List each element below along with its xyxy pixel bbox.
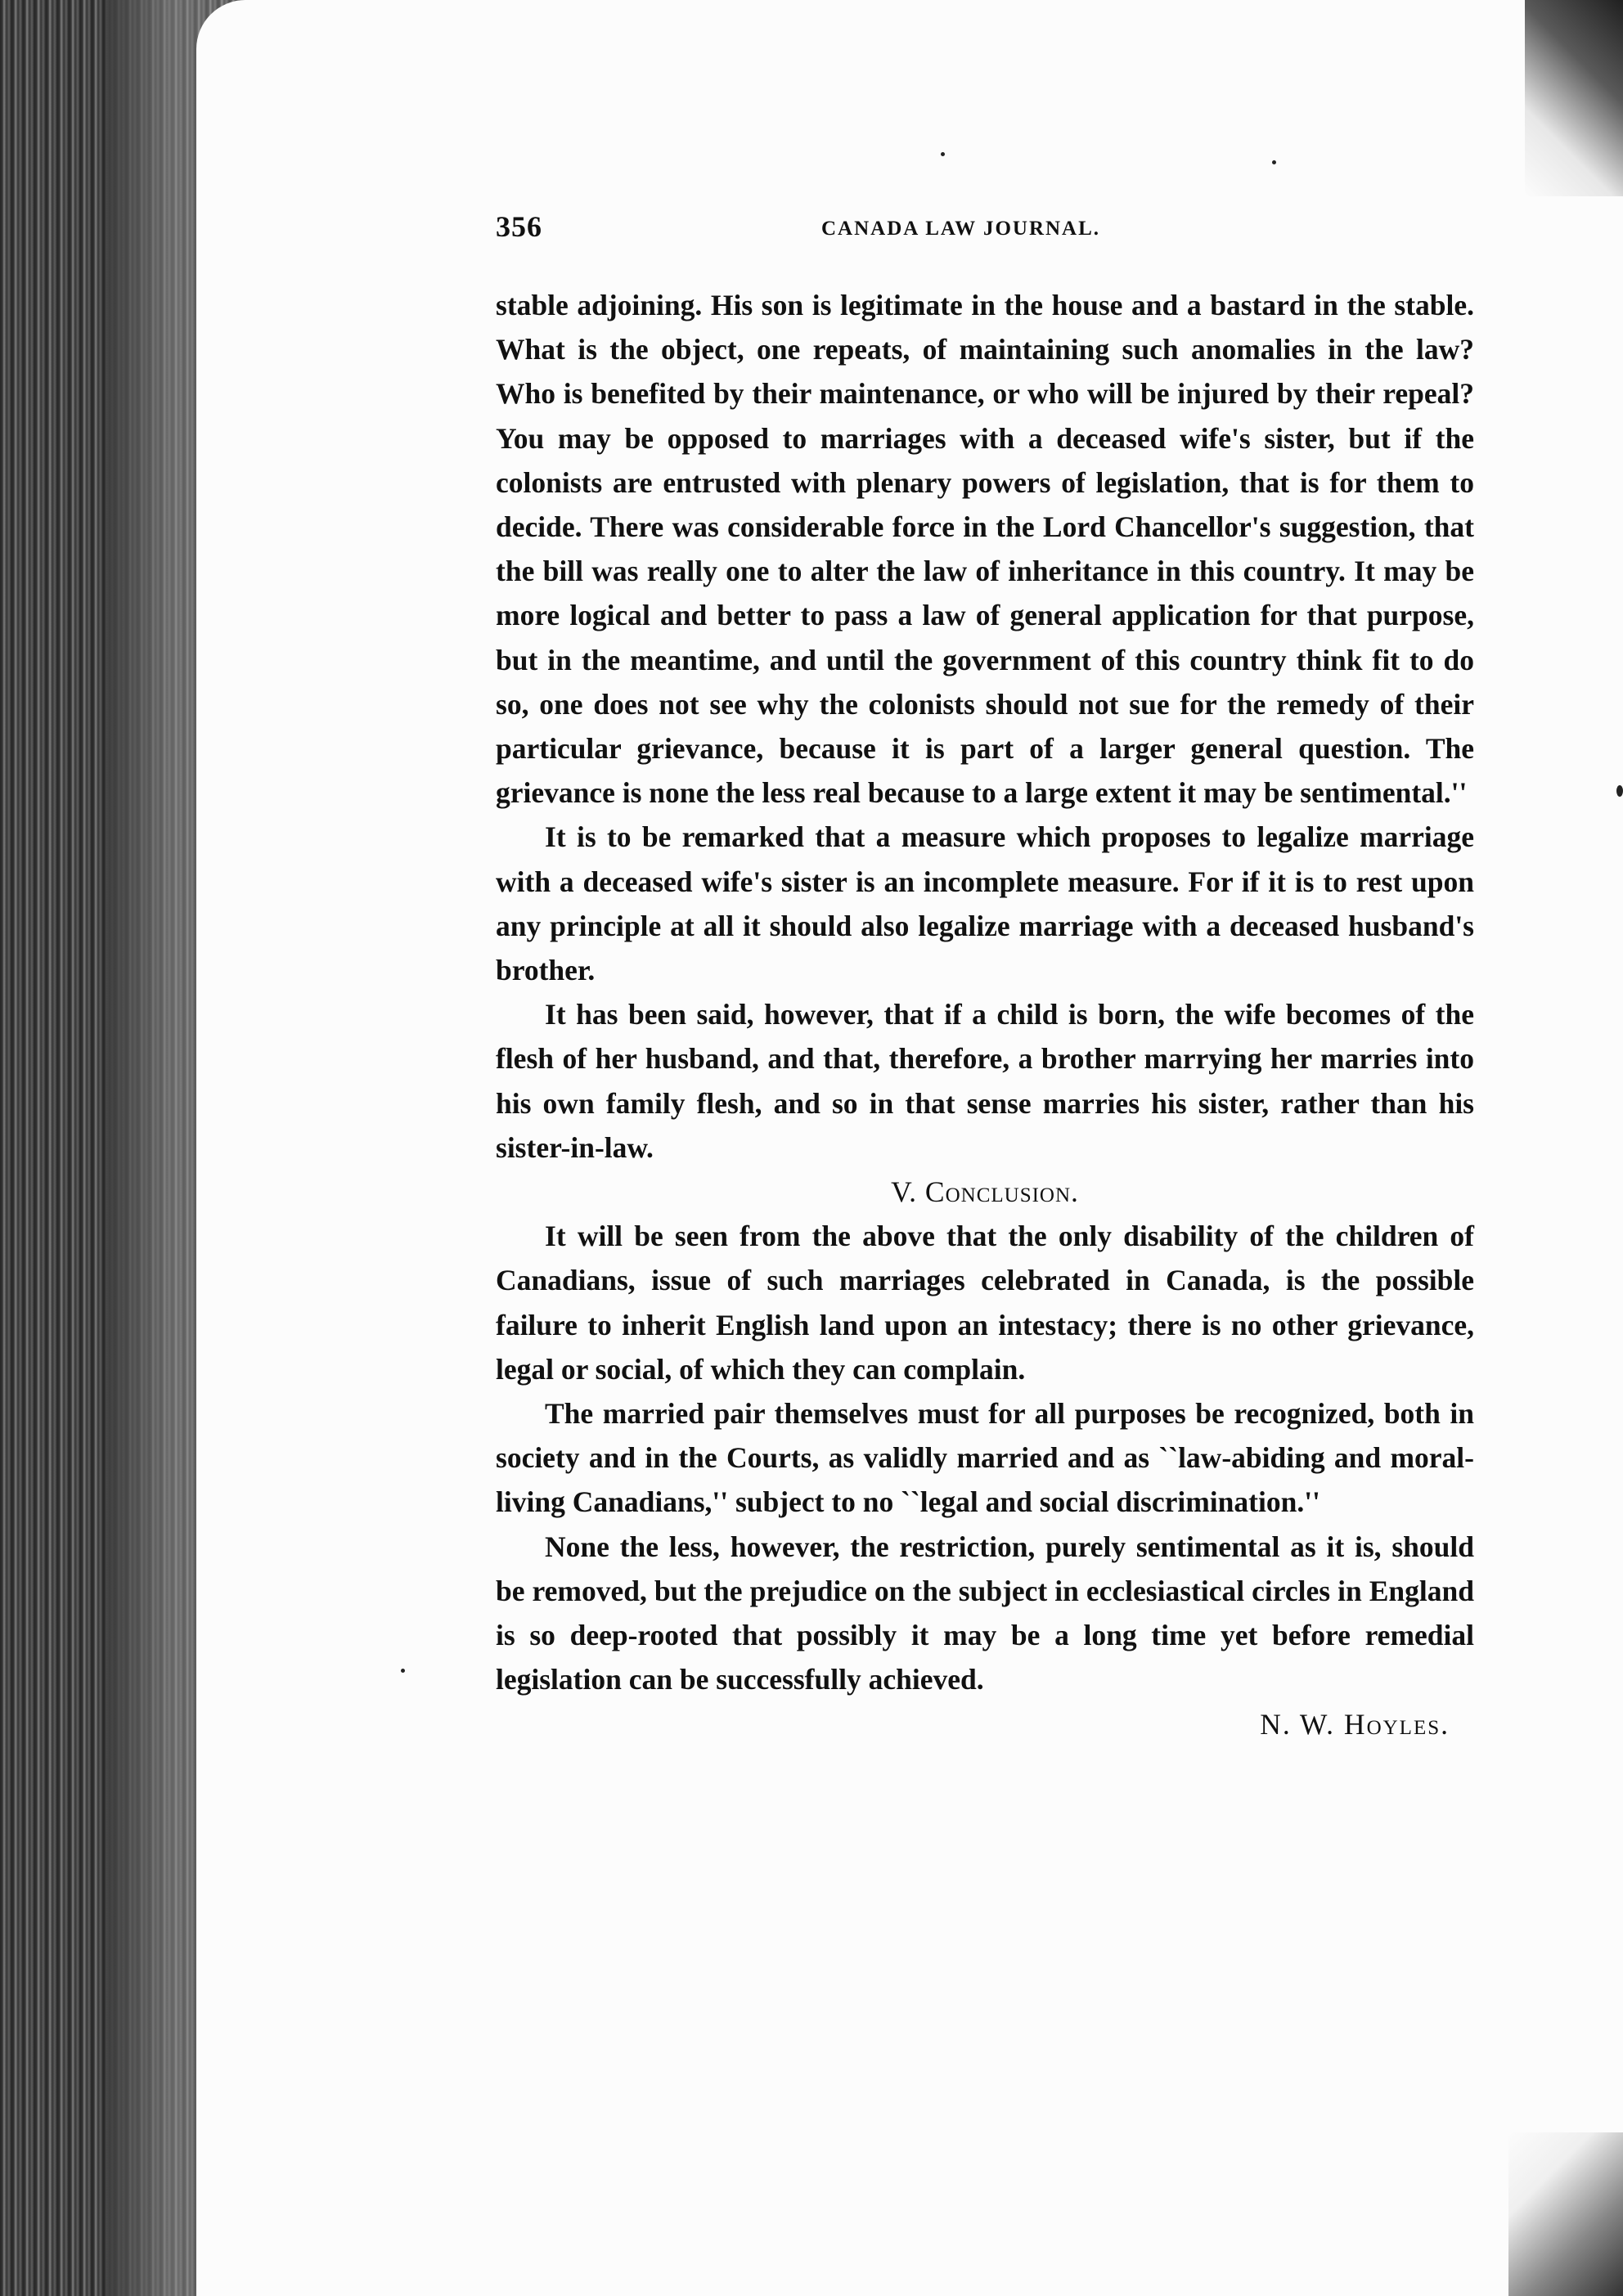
paragraph: The married pair themselves must for all purposes be recognized, both in society and in the Courts, as validly married and as ``law-abiding and moral-living Canadians,'' subject to no ``legal and social discrimination.'' [496,1397,1474,1519]
article-body [496,283,1474,1746]
page-corner-shadow-top [1525,0,1623,196]
scan-speck [401,1669,405,1673]
scan-speck [1272,160,1276,164]
paragraph: None the less, however, the restriction, purely sentimental as it is, should be removed, but the prejudice on the subject in ecclesiastical circles in England is so deep-rooted that possibly it may be a long time yet before remedial legislation can be successfully achieved. [496,1530,1474,1696]
paragraph: It will be seen from the above that the only disability of the children of Canadians, issue of such marriages celebrated in Canada, is the possible failure to inherit English land upon an intestacy; there is no other grievance, legal or social, of which they can complain. [496,1220,1474,1386]
paragraph: It has been said, however, that if a child is born, the wife becomes of the flesh of her husband, and that, therefore, a brother marrying her marries into his own family flesh, and so in that sense marries his sister, rather than his sister-in-law. [496,998,1474,1164]
page-header [496,209,1477,258]
paragraph-continued: stable adjoining. His son is legitimate in the house and a bastard in the stable. What is the object, one repeats, of maintaining such anomalies in the law? Who is benefited by their maintenance, or who will be injured by their repeal? You may be opposed to marriages with a deceased wife's sister, but if the colonists are entrusted with plenary powers of legislation, that is for them to decide. There was considerable force in the Lord Chancellor's suggestion, that the bill was really one to alter the law of inheritance in this country. It may be more logical and better to pass a law of general application for that purpose, but in the meantime, and until the government of this country think fit to do so, one does not see why the colonists should not sue for the remedy of their particular grievance, because it is part of a larger general question. The grievance is none the less real because to a large extent it may be sentimental.'' [496,289,1474,810]
scan-speck [1616,785,1623,797]
scan-speck [941,152,945,156]
paragraph: It is to be remarked that a measure which proposes to legalize marriage with a deceased wife's sister is an incomplete measure. For if it is to rest upon any principle at all it should also legalize marriage with a deceased husband's brother. [496,820,1474,987]
author-signature: N. W. Hoyles. [1260,1707,1450,1741]
section-heading: V. Conclusion. [891,1175,1079,1209]
page-number: 356 [496,210,542,243]
running-head: CANADA LAW JOURNAL. [821,218,1101,240]
page-corner-shadow-bottom [1508,2132,1623,2296]
